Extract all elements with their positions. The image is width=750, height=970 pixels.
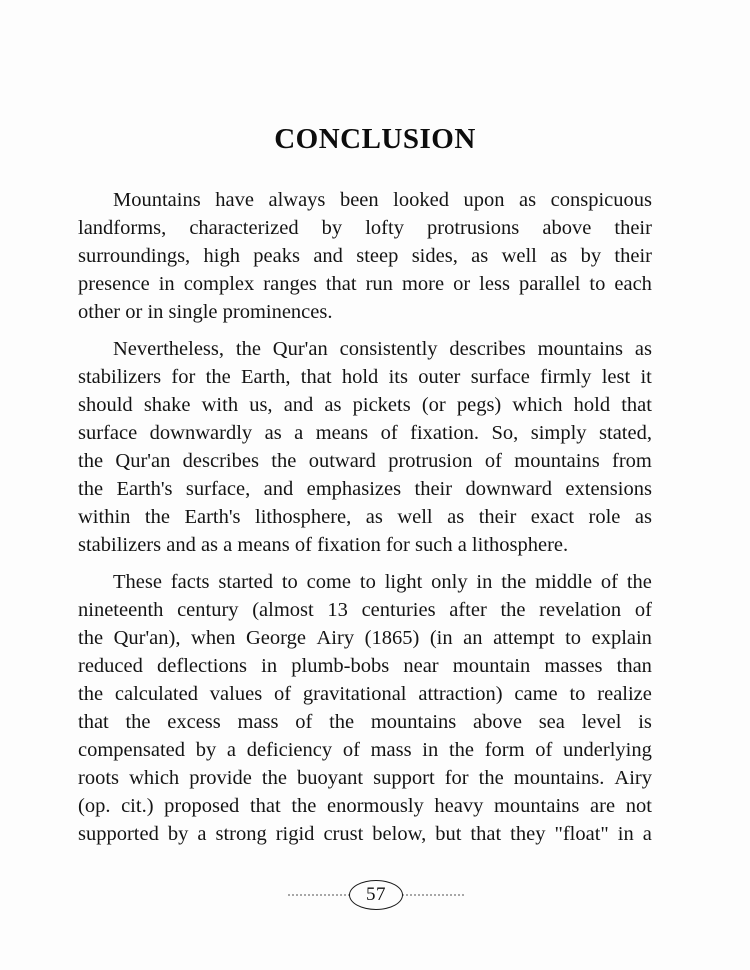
text-word: to [589,273,606,295]
text-word: a [642,823,652,845]
text-line [78,596,652,624]
text-word: as [324,394,342,416]
page-title: CONCLUSION [274,123,476,156]
text-word: century [177,599,239,621]
text-word: to [281,571,298,593]
text-word: the [78,450,104,472]
text-word: with [201,394,239,416]
text-word: but [435,823,462,845]
text-word: stabilizers [78,366,162,388]
text-word: each [614,273,652,295]
text-word: only [431,571,468,593]
text-word: gravitational [302,683,407,705]
text-word: and [313,245,343,267]
text-word: and [263,478,294,500]
text-word: well [397,506,433,528]
text-word: complex [183,273,255,295]
text-word: a [294,422,304,444]
text-line [78,242,652,270]
text-line [78,652,652,680]
text-word: upon [463,189,505,211]
text-word: hold [573,394,611,416]
text-word: of [634,599,652,621]
text-line [78,475,652,503]
text-word: to [565,627,582,649]
text-word: a [197,823,207,845]
text-word: firmly [540,366,592,388]
body-text [78,186,652,857]
text-word: reduced [78,655,143,677]
text-word: characterized [189,217,299,239]
text-word: the [291,795,317,817]
text-word: Airy [614,767,652,789]
text-word: buoyant [297,767,364,789]
text-word: started [218,571,273,593]
text-word: their [614,245,652,267]
text-word: they [510,823,546,845]
footer-rule-right [398,894,464,896]
text-word: Earth's [184,506,241,528]
text-word: "float" [554,823,609,845]
text-word: the [235,338,261,360]
text-word: a [226,739,237,761]
text-word: Qur'an [115,450,171,472]
text-word: These [113,571,162,593]
paragraph-3 [78,568,652,848]
text-word: come [306,571,352,593]
text-word: 13 [327,599,348,621]
text-word: as [365,506,383,528]
text-word: attraction) [418,683,503,705]
page-number-badge: 57 [349,880,403,910]
text-word: Airy [316,627,355,649]
text-word: above [473,711,522,733]
text-word: (op. [78,795,111,817]
text-word: should [78,394,133,416]
text-word: level [581,711,622,733]
text-word: Earth, [240,366,291,388]
text-word: facts [170,571,210,593]
text-word: been [339,189,379,211]
text-word: realize [597,683,652,705]
text-word: within [78,506,131,528]
text-word: by [167,823,189,845]
text-word: stated, [599,422,652,444]
text-word: its [388,366,408,388]
text-word: looked [393,189,449,211]
text-word: the [78,478,104,500]
text-line [78,680,652,708]
text-word: crust [323,823,364,845]
text-word: calculated [114,683,198,705]
text-word: downward [465,478,553,500]
text-word: middle [535,571,593,593]
text-word: the [78,683,104,705]
text-word: are [590,795,616,817]
text-word: as [519,189,537,211]
text-word: that [325,273,357,295]
text-word: mass [370,739,412,761]
text-word: from [612,450,652,472]
text-word: well [501,245,537,267]
text-word: rigid [275,823,315,845]
text-word: of [342,739,360,761]
text-word: downwardly [149,422,253,444]
text-word: lithosphere, [255,506,352,528]
text-word: the [329,711,355,733]
text-word: masses [544,655,603,677]
text-word: means [315,422,369,444]
text-word: lofty [365,217,404,239]
text-word: by [580,245,602,267]
text-word: when [191,627,236,649]
text-word: that [621,394,652,416]
text-word: and [283,394,314,416]
text-line [78,764,652,792]
text-word: proposed [164,795,240,817]
text-word: provide [189,767,252,789]
text-word: shake [143,394,191,416]
text-word: the [261,767,287,789]
text-word: emphasizes [306,478,402,500]
text-word: strong [215,823,267,845]
text-word: than [616,655,652,677]
text-word: not [625,795,652,817]
text-word: support [373,767,435,789]
text-word: run [365,273,393,295]
text-word: conspicuous [550,189,652,211]
text-line [78,736,652,764]
text-line [78,708,652,736]
text-word: in [422,739,439,761]
text-word: mountains [514,450,600,472]
text-word: of [295,711,313,733]
text-word: the [125,711,151,733]
text-word: the [78,627,104,649]
text-line [78,419,652,447]
text-word: that [300,366,332,388]
text-line: other or in single prominences. [78,301,333,323]
text-word: of [600,571,618,593]
text-word: light [384,571,423,593]
text-word: above [542,217,592,239]
text-line [78,503,652,531]
text-word: mass [237,711,279,733]
text-line [78,447,652,475]
text-word: (1865) [364,627,420,649]
text-word: steep [356,245,399,267]
text-word: Qur'an [272,338,328,360]
text-word: surroundings, [78,245,191,267]
text-word: it [640,366,652,388]
text-word: George [245,627,306,649]
text-word: the [271,450,297,472]
text-word: is [638,711,652,733]
text-word: mountains. [513,767,605,789]
text-word: high [203,245,240,267]
text-line: stabilizers and as a means of fixation for such a lithosphere. [78,534,569,556]
text-word: sides, [411,245,458,267]
text-line [78,624,652,652]
text-word: excess [167,711,221,733]
text-word: compensated [78,739,186,761]
footer-rule-left [288,894,354,896]
text-word: simply [530,422,587,444]
text-word: Qur'an), [113,627,181,649]
text-line [78,391,652,419]
text-word: the [205,366,231,388]
text-word: explain [591,627,652,649]
text-word: (in [429,627,453,649]
text-line [78,568,652,596]
paragraph-1 [78,186,652,326]
text-word: roots [78,767,119,789]
text-word: surface [470,366,530,388]
text-word: mountains [493,795,580,817]
text-word: Nevertheless, [113,338,224,360]
page-footer [0,878,750,918]
text-line [78,270,652,298]
text-line [78,186,652,214]
text-line [78,792,652,820]
text-word: describes [449,338,526,360]
text-word: sea [538,711,565,733]
text-word: role [588,506,621,528]
text-word: came [514,683,558,705]
text-word: to [569,683,586,705]
text-word: their [614,217,652,239]
text-word: protrusion [388,450,473,472]
text-word: of [484,450,502,472]
text-word: deficiency [246,739,333,761]
text-word: always [268,189,326,211]
text-word: cit.) [121,795,154,817]
text-word: as [264,422,282,444]
text-word: protrusions [427,217,520,239]
text-word: values [209,683,263,705]
text-word: surface [78,422,138,444]
text-word: as [471,245,489,267]
text-word: lest [601,366,631,388]
text-word: landforms, [78,217,167,239]
text-word: the [501,571,527,593]
text-word: mountains [537,338,623,360]
text-word: in [158,273,175,295]
text-word: fixation. [410,422,480,444]
text-line [78,820,652,848]
text-word: an [463,627,483,649]
text-word: the [144,506,170,528]
text-word: as [634,506,652,528]
text-word: presence [78,273,150,295]
text-word: for [171,366,196,388]
text-word: less [479,273,510,295]
text-word: have [215,189,254,211]
text-word: hold [341,366,379,388]
text-word: by [321,217,343,239]
text-word: consistently [339,338,438,360]
text-word: extensions [565,478,652,500]
text-word: as [550,245,568,267]
text-word: or [453,273,471,295]
text-word: below, [372,823,427,845]
text-word: underlying [563,739,652,761]
text-word: surface, [185,478,251,500]
text-word: deflections [157,655,247,677]
text-word: peaks [253,245,300,267]
paragraph-2 [78,335,652,559]
text-word: ranges [263,273,317,295]
text-word: the [500,599,526,621]
text-word: after [449,599,487,621]
text-word: Earth's [116,478,173,500]
text-line [78,363,652,391]
text-word: pegs) [456,394,502,416]
text-word: in [261,655,278,677]
text-word: attempt [493,627,555,649]
text-word: which [129,767,180,789]
text-word: the [626,571,652,593]
text-word: revelation [539,599,622,621]
text-word: mountains [370,711,457,733]
text-word: more [401,273,445,295]
text-word: of [274,683,292,705]
text-word: Mountains [113,189,201,211]
text-word: near [403,655,439,677]
text-word: by [195,739,217,761]
text-word: (or [421,394,446,416]
text-word: the [478,767,504,789]
text-word: that [78,711,109,733]
text-word: heavy [434,795,484,817]
text-word: that [470,823,502,845]
text-word: as [634,338,652,360]
text-word: in [617,823,634,845]
text-word: parallel [518,273,581,295]
text-word: supported [78,823,159,845]
text-word: of [380,422,398,444]
text-word: nineteenth [78,599,164,621]
text-word: to [359,571,376,593]
text-word: their [478,506,517,528]
text-word: outer [418,366,461,388]
text-word: (almost [252,599,314,621]
text-word: as [447,506,465,528]
text-word: centuries [361,599,436,621]
text-word: outward [308,450,376,472]
text-word: the [448,739,474,761]
text-word: us, [249,394,273,416]
text-word: in [476,571,493,593]
text-word: for [444,767,469,789]
text-line [78,214,652,242]
text-word: their [414,478,453,500]
text-word: pickets [352,394,411,416]
text-word: of [535,739,553,761]
text-word: plumb-bobs [291,655,390,677]
text-word: form [484,739,525,761]
text-line [78,335,652,363]
text-word: exact [530,506,575,528]
text-word: mountain [452,655,531,677]
text-word: enormously [326,795,424,817]
text-word: that [249,795,281,817]
text-word: So, [491,422,519,444]
text-word: describes [182,450,259,472]
text-word: which [512,394,563,416]
